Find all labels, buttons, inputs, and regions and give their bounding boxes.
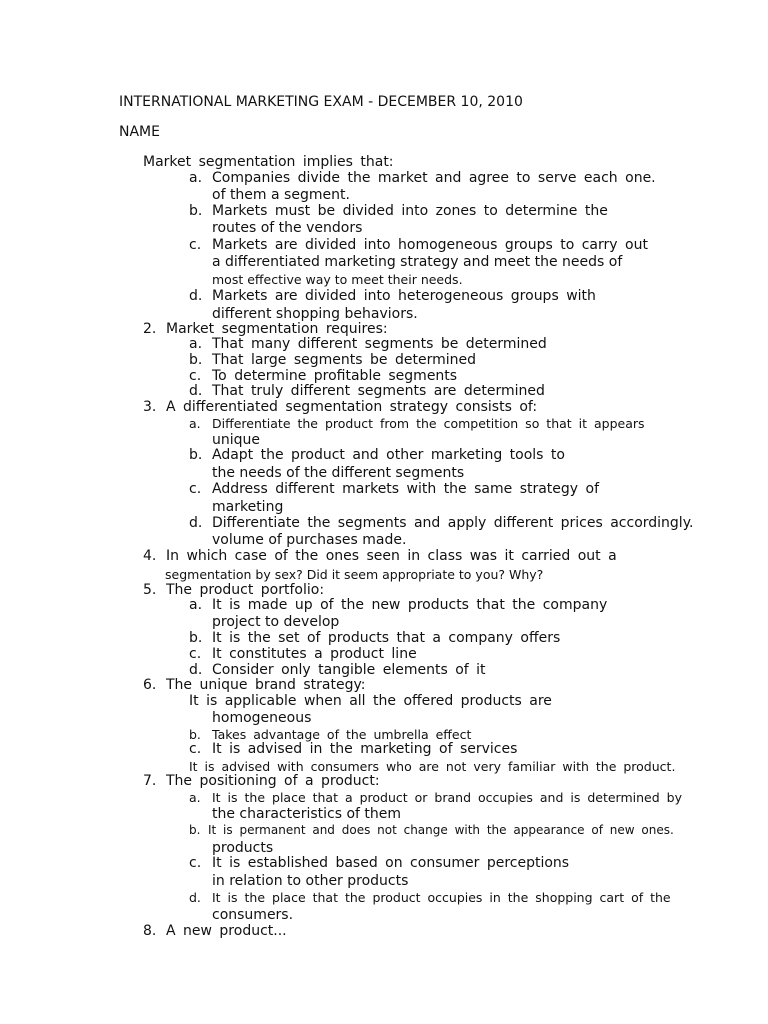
option-label: c. (189, 237, 202, 253)
option-text: To determine profitable segments (212, 368, 458, 384)
q3-option-b-cont: the needs of the different segments (212, 465, 465, 481)
option-text: It is established based on consumer perceptions (212, 855, 570, 871)
q5-option-b (189, 630, 560, 647)
q1-option-a (189, 170, 656, 187)
option-text: That many different segments be determined (212, 336, 547, 352)
question-number: 2. (143, 321, 157, 337)
q7-option-a (189, 789, 682, 806)
q4-stem (143, 548, 617, 565)
q3-option-b (189, 447, 565, 464)
option-label: a. (189, 170, 203, 186)
q7-option-c (189, 855, 569, 872)
q5-option-c (189, 646, 417, 663)
q7-option-c-cont: in relation to other products (212, 873, 409, 889)
q3-option-c-cont: marketing (212, 499, 284, 515)
question-number: 5. (143, 582, 157, 598)
option-text: Companies divide the market and agree to serve each one. (212, 170, 656, 186)
q1-option-b (189, 203, 608, 220)
q2-option-d (189, 383, 545, 400)
option-label: c. (189, 855, 202, 871)
q7-stem (143, 773, 380, 790)
option-label: b. (189, 823, 201, 837)
q5-option-a (189, 597, 607, 614)
option-text: It is the place that the product occupies in the shopping cart of the (212, 890, 671, 905)
q1-stem: Market segmentation implies that: (143, 154, 394, 170)
option-text: Markets are divided into heterogeneous groups with (212, 288, 596, 304)
option-text: Markets are divided into homogeneous groups to carry out (212, 237, 648, 253)
option-text: That large segments be determined (212, 352, 476, 368)
q4-stem-cont: segmentation by sex? Did it seem appropriate to you? Why? (165, 567, 544, 582)
q1-option-a-cont: of them a segment. (212, 187, 350, 203)
option-label: c. (189, 481, 202, 497)
option-label: b. (189, 630, 203, 646)
option-label: d. (189, 383, 203, 399)
option-label: a. (189, 416, 201, 431)
name-label: NAME (119, 124, 160, 140)
option-text: Address different markets with the same strategy of (212, 481, 600, 497)
question-text: The product portfolio: (166, 582, 325, 598)
question-text: The positioning of a product: (166, 773, 380, 789)
option-label: c. (189, 368, 202, 384)
option-text: It is permanent and does not change with the appearance of new ones. (208, 823, 674, 837)
question-number: 7. (143, 773, 157, 789)
question-number: 3. (143, 399, 157, 415)
option-text: Differentiate the segments and apply different prices accordingly. (212, 515, 694, 531)
q1-option-d-cont: different shopping behaviors. (212, 306, 418, 322)
option-label: d. (189, 288, 203, 304)
option-text: It is advised in the marketing of services (212, 741, 518, 757)
question-number: 4. (143, 548, 157, 564)
q3-option-d (189, 515, 693, 532)
q6-line-d: It is advised with consumers who are not very familiar with the product. (189, 759, 676, 774)
question-number: 6. (143, 677, 157, 693)
option-label: b. (189, 352, 203, 368)
question-text: The unique brand strategy: (166, 677, 366, 693)
option-text: Consider only tangible elements of it (212, 662, 486, 678)
q1-option-c-cont: a differentiated marketing strategy and meet the needs of (212, 254, 623, 270)
option-label: b. (189, 727, 201, 742)
option-label: d. (189, 662, 203, 678)
exam-title: INTERNATIONAL MARKETING EXAM - DECEMBER 10, 2010 (119, 94, 523, 110)
q8-stem (143, 923, 287, 940)
option-text: It is the place that a product or brand occupies and is determined by (212, 790, 682, 805)
q7-option-d-cont: consumers. (212, 907, 294, 923)
q3-option-c (189, 481, 599, 498)
q3-option-a (189, 415, 645, 432)
q3-stem (143, 399, 537, 416)
q6-option-c (189, 741, 517, 758)
option-label: a. (189, 790, 201, 805)
option-text: It is the set of products that a company offers (212, 630, 561, 646)
option-label: c. (189, 741, 202, 757)
q6-line-a: It is applicable when all the offered products are (189, 693, 552, 709)
q7-option-a-cont: the characteristics of them (212, 806, 402, 822)
option-text: It is made up of the new products that the company (212, 597, 608, 613)
question-text: In which case of the ones seen in class was it carried out a (166, 548, 617, 564)
option-text: Markets must be divided into zones to determine the (212, 203, 608, 219)
q3-option-d-cont: volume of purchases made. (212, 532, 407, 548)
option-label: d. (189, 515, 203, 531)
question-number: 8. (143, 923, 157, 939)
q6-line-a-cont: homogeneous (212, 710, 312, 726)
option-label: b. (189, 203, 203, 219)
question-text: A differentiated segmentation strategy consists of: (166, 399, 538, 415)
option-text: Takes advantage of the umbrella effect (212, 727, 472, 742)
question-text: Market segmentation requires: (166, 321, 388, 337)
q2-option-a (189, 336, 547, 353)
q3-option-a-cont: unique (212, 432, 261, 448)
option-text: Differentiate the product from the competition so that it appears (212, 416, 645, 431)
option-label: b. (189, 447, 203, 463)
option-label: a. (189, 597, 203, 613)
option-label: c. (189, 646, 202, 662)
q1-option-b-cont: routes of the vendors (212, 220, 363, 236)
q7-option-d (189, 889, 671, 906)
q5-option-a-cont: project to develop (212, 614, 340, 630)
option-label: d. (189, 890, 201, 905)
q6-stem (143, 677, 365, 694)
q7-option-b-cont: products (212, 840, 274, 856)
option-text: That truly different segments are determined (212, 383, 545, 399)
option-label: a. (189, 336, 203, 352)
q1-option-c-cont2: most effective way to meet their needs. (212, 272, 463, 287)
option-text: Adapt the product and other marketing tools to (212, 447, 565, 463)
q7-option-b (189, 822, 674, 839)
question-text: A new product... (166, 923, 287, 939)
q1-option-d (189, 288, 596, 305)
q2-option-b (189, 352, 476, 369)
option-text: It constitutes a product line (212, 646, 417, 662)
q1-option-c (189, 237, 648, 254)
